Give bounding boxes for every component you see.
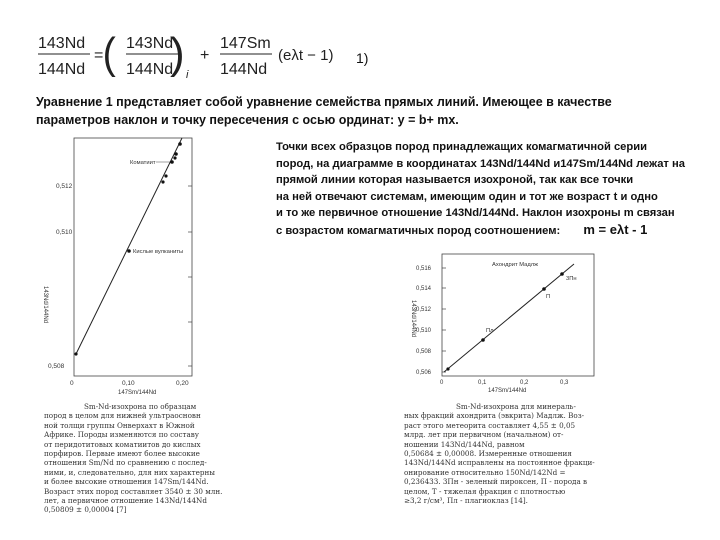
right-point	[542, 287, 546, 291]
caption-line: 0,50809 ± 0,00004 [7]	[44, 505, 127, 515]
svg-text:(: (	[102, 28, 116, 78]
caption-line: Sm-Nd-изохрона для минераль-	[456, 402, 576, 411]
right-chart-caption	[404, 402, 614, 505]
right-x-tick-03: 0,3	[560, 380, 569, 386]
left-annotation-felsic: Кислые вулканиты	[133, 249, 184, 255]
formula-lhs-denominator: 144Nd	[38, 61, 86, 78]
isochron-description	[276, 139, 706, 239]
caption-line: ними, и, следовательно, для них характерны	[44, 467, 216, 477]
right-annotation-achondrite: Ахондрит Мадлж	[492, 262, 538, 268]
left-chart-caption	[44, 402, 229, 515]
left-y-label: 143Nd/144Nd	[42, 286, 48, 324]
description-line-4: на ней отвечают системам, имеющим один и тот же возраст t и одно	[276, 190, 658, 203]
right-x-tick-0: 0	[440, 380, 444, 386]
left-x-tick-010: 0,10	[122, 380, 135, 387]
right-y-label: 143Nd/144Nd	[410, 300, 416, 338]
right-label-3pn: 3Пн	[566, 276, 577, 282]
left-point	[178, 142, 182, 146]
left-point	[127, 249, 131, 253]
caption-line: млрд. лет при первичном (начальном) от-	[404, 430, 564, 440]
formula-plus: +	[200, 47, 210, 64]
caption-line: Sm-Nd-изохрона по образцам	[84, 402, 197, 411]
left-chart-frame	[74, 138, 192, 376]
right-y-tick-0514: 0,514	[416, 286, 432, 292]
right-y-tick-0516: 0,516	[416, 266, 432, 272]
left-x-tick-020: 0,20	[176, 380, 189, 387]
isochron-formula	[36, 28, 376, 90]
left-y-tick-0510: 0,510	[56, 229, 73, 236]
left-isochron-line	[76, 138, 182, 354]
left-x-label: 147Sm/144Nd	[118, 390, 157, 396]
caption-line: раст этого метеорита составляет 4,55 ± 0,05	[404, 420, 576, 430]
right-y-tick-0510: 0,510	[416, 328, 432, 334]
right-label-p: П	[546, 294, 551, 300]
right-y-tick-0506: 0,506	[416, 370, 432, 376]
caption-line: ных фракций ахондрита (эвкрита) Мадлж. Воз-	[404, 411, 585, 421]
formula-lhs-numerator: 143Nd	[38, 35, 86, 52]
left-y-tick-0508: 0,508	[48, 363, 65, 370]
intro-paragraph	[36, 93, 696, 129]
caption-line: ≥3,2 г/см³, Пл - плагиоклаз [14].	[404, 496, 528, 506]
intro-line-1: Уравнение 1 представляет собой уравнение семейства прямых линий. Имеющее в качестве	[36, 95, 612, 109]
right-point	[446, 367, 449, 370]
left-y-tick-0512: 0,512	[56, 183, 73, 190]
right-y-tick-0508: 0,508	[416, 349, 432, 355]
caption-line: Африке. Породы изменяются по составу	[44, 430, 200, 440]
left-isochron-chart	[36, 136, 206, 398]
right-x-tick-01: 0,1	[478, 380, 487, 386]
description-line-1: Точки всех образцов пород принадлежащих комагматичной серии	[276, 141, 647, 153]
left-point	[164, 174, 167, 177]
formula-paren-denominator: 144Nd	[126, 61, 174, 78]
right-label-pl: Пл	[486, 328, 494, 334]
caption-line: отношения Sm/Nd по сравнению с послед-	[44, 458, 207, 468]
right-x-tick-02: 0,2	[520, 380, 529, 386]
formula-paren-numerator: 143Nd	[126, 35, 174, 52]
left-point	[161, 180, 164, 183]
right-point	[481, 338, 485, 342]
formula-sm-numerator: 147Sm	[220, 35, 271, 52]
equation-number: 1)	[356, 50, 369, 66]
caption-line: и более высокие отношения 147Sm/144Nd.	[44, 477, 209, 487]
caption-line: онирование относительно 150Nd/142Nd =	[404, 467, 566, 477]
slope-formula: m = eλt - 1	[583, 221, 648, 237]
right-y-tick-0512: 0,512	[416, 307, 432, 313]
left-point	[74, 352, 77, 355]
description-line-3: прямой линии которая называется изохроной, так как все точки	[276, 174, 634, 186]
right-isochron-chart	[404, 250, 604, 400]
description-line-6-text: с возрастом комагматичных пород соотношением:	[276, 224, 561, 237]
description-line-5: и то же первичное отношение 143Nd/144Nd. Наклон изохроны m связан	[276, 207, 675, 219]
caption-line: 143Nd/144Nd исправлены на постоянное фракци-	[404, 458, 595, 468]
formula-equals: =	[94, 47, 104, 64]
caption-line: ной толщи группы Онверхахт в Южной	[44, 420, 195, 430]
right-point	[560, 272, 564, 276]
right-chart-frame	[442, 254, 594, 376]
left-point	[174, 152, 178, 156]
left-point	[173, 156, 176, 159]
formula-exp-term: (eλt − 1)	[278, 47, 334, 64]
right-isochron-line	[444, 264, 574, 372]
description-line-6	[276, 222, 706, 240]
left-point	[170, 160, 174, 164]
left-annotation-komatiite: Коматиит	[130, 160, 156, 166]
caption-line: Возраст этих пород составляет 3540 ± 30 млн.	[44, 486, 223, 496]
caption-line: пород в целом для нижней ультраосновн	[44, 411, 201, 421]
svg-text:): )	[170, 29, 185, 78]
right-x-label: 147Sm/144Nd	[488, 388, 527, 394]
caption-line: целом, Т - тяжелая фракция с плотностью	[404, 486, 566, 496]
formula-subscript-i: i	[186, 69, 189, 81]
caption-line: 0,236433. 3Пн - зеленый пироксен, П - порода в	[404, 477, 588, 487]
caption-line: от перидотитовых коматиитов до кислых	[44, 439, 201, 449]
formula-sm-denominator: 144Nd	[220, 61, 268, 78]
caption-line: ношении 143Nd/144Nd, равном	[404, 439, 525, 449]
caption-line: 0,50684 ± 0,00008. Измеренные отношения	[404, 449, 572, 459]
caption-line: лет, а первичное отношение 143Nd/144Nd	[44, 496, 207, 506]
caption-line: порфиров. Первые имеют более высокие	[44, 449, 200, 459]
left-x-tick-0: 0	[70, 380, 74, 387]
intro-line-2: параметров наклон и точку пересечения с осью ординат: y = b+ mx.	[36, 113, 459, 127]
description-line-2: пород, на диаграмме в координатах 143Nd/144Nd и147Sm/144Nd лежат на	[276, 157, 685, 170]
